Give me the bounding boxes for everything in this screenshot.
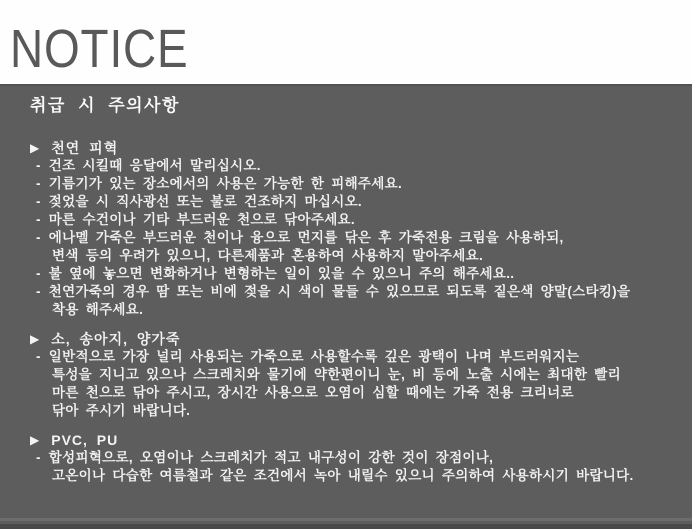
section-title: PVC, PU [51, 432, 119, 448]
item-line-continued [0, 247, 692, 265]
line-text: 고온이나 다습한 여름철과 같은 조건에서 녹아 내릴수 있으니 주의하여 사용하시기 바랍니다. [52, 468, 634, 483]
triangle-bullet-icon: ▶ [30, 141, 41, 155]
section-heading [0, 330, 692, 348]
triangle-bullet-icon: ▶ [30, 332, 41, 346]
line-text: 기름기가 있는 장소에서의 사용은 가능한 한 피해주세요. [48, 176, 402, 191]
item-line [0, 348, 692, 366]
item-line-continued [0, 301, 692, 319]
panel-title: 취급 시 주의사항 [30, 96, 180, 115]
section-0 [0, 139, 692, 319]
item-line-continued [0, 366, 692, 384]
item-line-continued [0, 402, 692, 420]
line-text: 마른 천으로 닦아 주시고, 장시간 사용으로 오염이 심할 때에는 가죽 전용 크리너로 [52, 385, 574, 400]
dash-bullet: - [36, 176, 41, 191]
section-2 [0, 431, 692, 485]
line-text: 불 옆에 놓으면 변화하거나 변형하는 일이 있을 수 있으니 주의 해주세요.. [48, 266, 515, 281]
section-1 [0, 330, 692, 420]
dash-bullet: - [36, 212, 41, 227]
line-text: 합성피혁으로, 오염이나 스크레치가 적고 내구성이 강한 것이 장점이나, [48, 450, 494, 465]
item-line [0, 211, 692, 229]
dash-bullet: - [36, 230, 41, 245]
line-text: 젖었을 시 직사광선 또는 불로 건조하지 마십시오. [48, 194, 362, 209]
item-line-continued [0, 467, 692, 485]
item-line [0, 449, 692, 467]
item-line [0, 157, 692, 175]
line-text: 착용 해주세요. [52, 302, 144, 317]
line-text: 변색 등의 우려가 있으니, 다른제품과 혼용하여 사용하지 말아주세요. [52, 248, 484, 263]
section-heading [0, 139, 692, 157]
line-text: 천연가죽의 경우 땀 또는 비에 젖을 시 색이 물들 수 있으므로 되도록 짙은색 양말(스타킹)을 [48, 284, 631, 299]
care-instructions-panel [0, 84, 692, 529]
item-line [0, 175, 692, 193]
section-title: 소, 송아지, 양가죽 [51, 331, 181, 347]
item-line [0, 283, 692, 301]
triangle-bullet-icon: ▶ [30, 433, 41, 447]
section-title: 천연 피혁 [51, 140, 119, 156]
item-line [0, 229, 692, 247]
item-line [0, 265, 692, 283]
line-text: 특성을 지니고 있으나 스크레치와 물기에 약한편이니 눈, 비 등에 노출 시에는 최대한 빨리 [52, 367, 621, 382]
bottom-edge-strip [0, 524, 692, 529]
dash-bullet: - [36, 349, 41, 364]
item-line-continued [0, 384, 692, 402]
item-line [0, 193, 692, 211]
dash-bullet: - [36, 158, 41, 173]
section-heading [0, 431, 692, 449]
line-text: 닦아 주시기 바랍니다. [52, 403, 191, 418]
dash-bullet: - [36, 284, 41, 299]
line-text: 에나멜 가죽은 부드러운 천이나 융으로 먼지를 닦은 후 가죽전용 크림을 사용하되, [48, 230, 564, 245]
line-text: 건조 시킬때 응달에서 말리십시오. [48, 158, 261, 173]
dash-bullet: - [36, 450, 41, 465]
dash-bullet: - [36, 194, 41, 209]
page-title: NOTICE [10, 19, 189, 79]
sections [0, 139, 692, 485]
bottom-divider-line [0, 518, 692, 521]
header [0, 0, 692, 84]
line-text: 일반적으로 가장 널리 사용되는 가죽으로 사용할수록 깊은 광택이 나며 부드러워지는 [48, 349, 580, 364]
line-text: 마른 수건이나 기타 부드러운 천으로 닦아주세요. [48, 212, 355, 227]
dash-bullet: - [36, 266, 41, 281]
